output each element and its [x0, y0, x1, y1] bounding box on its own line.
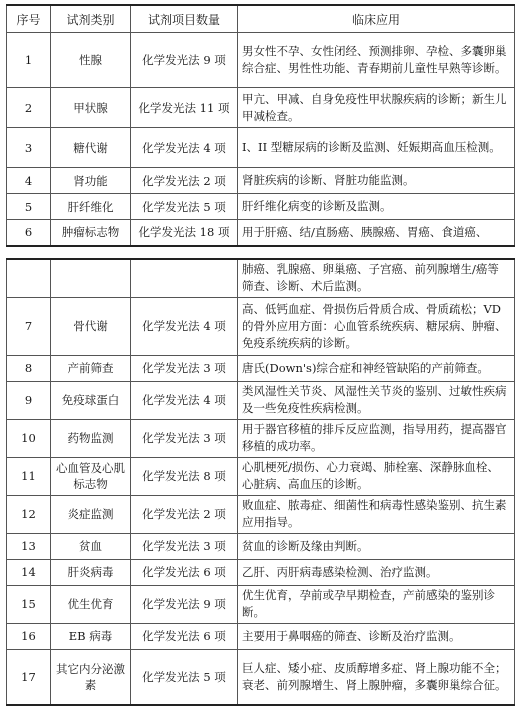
table-row: [7, 220, 515, 246]
row-count: 化学发光法 3 项: [131, 533, 238, 559]
row-no: 3: [7, 128, 51, 168]
table-row: [7, 297, 515, 355]
row-category: 肿瘤标志物: [51, 220, 131, 246]
row-count: 化学发光法 3 项: [131, 419, 238, 457]
table-row: [7, 585, 515, 623]
row-no: 14: [7, 559, 51, 585]
row-category: 肝纤维化: [51, 194, 131, 220]
row-no: 7: [7, 297, 51, 355]
header-no: 序号: [7, 5, 51, 33]
row-count: [131, 259, 238, 297]
row-category: 其它内分泌激素: [51, 649, 131, 705]
row-category: EB 病毒: [51, 623, 131, 649]
table-row: [7, 33, 515, 88]
reagent-table-part1: [6, 4, 515, 247]
row-no: 11: [7, 457, 51, 495]
header-category: 试剂类别: [51, 5, 131, 33]
row-count: 化学发光法 3 项: [131, 355, 238, 381]
row-no: 15: [7, 585, 51, 623]
row-category: 甲状腺: [51, 88, 131, 128]
table-row: [7, 457, 515, 495]
row-count: 化学发光法 2 项: [131, 495, 238, 533]
row-clinical-use: 巨人症、矮小症、皮质醇增多症、肾上腺功能不全；衰老、前列腺增生、肾上腺肿瘤，多囊卵巢综合征。: [238, 649, 515, 705]
row-no: 1: [7, 33, 51, 88]
row-clinical-use: 乙肝、丙肝病毒感染检测、治疗监测。: [238, 559, 515, 585]
row-count: 化学发光法 4 项: [131, 128, 238, 168]
row-clinical-use: 心肌梗死/损伤、心力衰竭、肺栓塞、深静脉血栓、心脏病、高血压的诊断。: [238, 457, 515, 495]
row-no: 8: [7, 355, 51, 381]
row-count: 化学发光法 11 项: [131, 88, 238, 128]
row-no: 12: [7, 495, 51, 533]
header-count: 试剂项目数量: [131, 5, 238, 33]
row-count: 化学发光法 6 项: [131, 559, 238, 585]
row-clinical-use: 男女性不孕、女性闭经、预测排卵、孕检、多囊卵巢综合症、男性性功能、青春期前儿童性早熟等诊断。: [238, 33, 515, 88]
row-category: 肝炎病毒: [51, 559, 131, 585]
row-clinical-use: 用于肝癌、结/直肠癌、胰腺癌、胃癌、食道癌、: [238, 220, 515, 246]
row-no: 4: [7, 168, 51, 194]
table-row: [7, 533, 515, 559]
row-clinical-use: 肺癌、乳腺癌、卵巢癌、子宫癌、前列腺增生/癌等筛查、诊断、术后监测。: [238, 259, 515, 297]
row-no: 6: [7, 220, 51, 246]
row-count: 化学发光法 6 项: [131, 623, 238, 649]
row-category: 药物监测: [51, 419, 131, 457]
row-count: 化学发光法 4 项: [131, 381, 238, 419]
row-clinical-use: 唐氏(Down's)综合症和神经管缺陷的产前筛查。: [238, 355, 515, 381]
row-no: 2: [7, 88, 51, 128]
row-count: 化学发光法 4 项: [131, 297, 238, 355]
row-clinical-use: 败血症、脓毒症、细菌性和病毒性感染鉴别、抗生素应用指导。: [238, 495, 515, 533]
row-category: 优生优育: [51, 585, 131, 623]
row-count: 化学发光法 2 项: [131, 168, 238, 194]
row-no: 16: [7, 623, 51, 649]
row-clinical-use: 甲亢、甲减、自身免疫性甲状腺疾病的诊断；新生儿甲减检查。: [238, 88, 515, 128]
row-clinical-use: 高、低钙血症、骨损伤后骨质合成、骨质疏松；VD 的骨外应用方面：心血管系统疾病、糖尿病、肿瘤、免疫系统疾病的诊断。: [238, 297, 515, 355]
row-clinical-use: 主要用于鼻咽癌的筛查、诊断及治疗监测。: [238, 623, 515, 649]
row-category: 肾功能: [51, 168, 131, 194]
row-clinical-use: I、II 型糖尿病的诊断及监测、妊娠期高血压检测。: [238, 128, 515, 168]
row-count: 化学发光法 9 项: [131, 33, 238, 88]
row-count: 化学发光法 9 项: [131, 585, 238, 623]
table-row: [7, 381, 515, 419]
row-count: 化学发光法 8 项: [131, 457, 238, 495]
row-no: 17: [7, 649, 51, 705]
row-count: 化学发光法 5 项: [131, 649, 238, 705]
row-no: [7, 259, 51, 297]
table-row: [7, 128, 515, 168]
row-category: 产前筛查: [51, 355, 131, 381]
row-count: 化学发光法 5 项: [131, 194, 238, 220]
row-category: [51, 259, 131, 297]
row-no: 5: [7, 194, 51, 220]
row-category: 骨代谢: [51, 297, 131, 355]
row-no: 10: [7, 419, 51, 457]
row-category: 糖代谢: [51, 128, 131, 168]
table-row: [7, 194, 515, 220]
header-clinical-use: 临床应用: [238, 5, 515, 33]
row-category: 心血管及心肌标志物: [51, 457, 131, 495]
row-clinical-use: 类风湿性关节炎、风湿性关节炎的鉴别、过敏性疾病及一些免疫性疾病检测。: [238, 381, 515, 419]
table-row-continued: [7, 259, 515, 297]
table-row: [7, 168, 515, 194]
row-clinical-use: 用于器官移植的排斥反应监测，指导用药，提高器官移植的成功率。: [238, 419, 515, 457]
row-category: 免疫球蛋白: [51, 381, 131, 419]
row-no: 9: [7, 381, 51, 419]
header-row: [7, 5, 515, 33]
table-row: [7, 88, 515, 128]
row-category: 贫血: [51, 533, 131, 559]
table-row: [7, 623, 515, 649]
table-row: [7, 649, 515, 705]
row-clinical-use: 优生优育，孕前或孕早期检查，产前感染的鉴别诊断。: [238, 585, 515, 623]
row-count: 化学发光法 18 项: [131, 220, 238, 246]
row-category: 炎症监测: [51, 495, 131, 533]
row-clinical-use: 肝纤维化病变的诊断及监测。: [238, 194, 515, 220]
row-no: 13: [7, 533, 51, 559]
row-category: 性腺: [51, 33, 131, 88]
table-row: [7, 419, 515, 457]
reagent-table-part2: [6, 258, 515, 706]
table-row: [7, 559, 515, 585]
row-clinical-use: 贫血的诊断及缘由判断。: [238, 533, 515, 559]
table-row: [7, 355, 515, 381]
row-clinical-use: 肾脏疾病的诊断、肾脏功能监测。: [238, 168, 515, 194]
table-row: [7, 495, 515, 533]
